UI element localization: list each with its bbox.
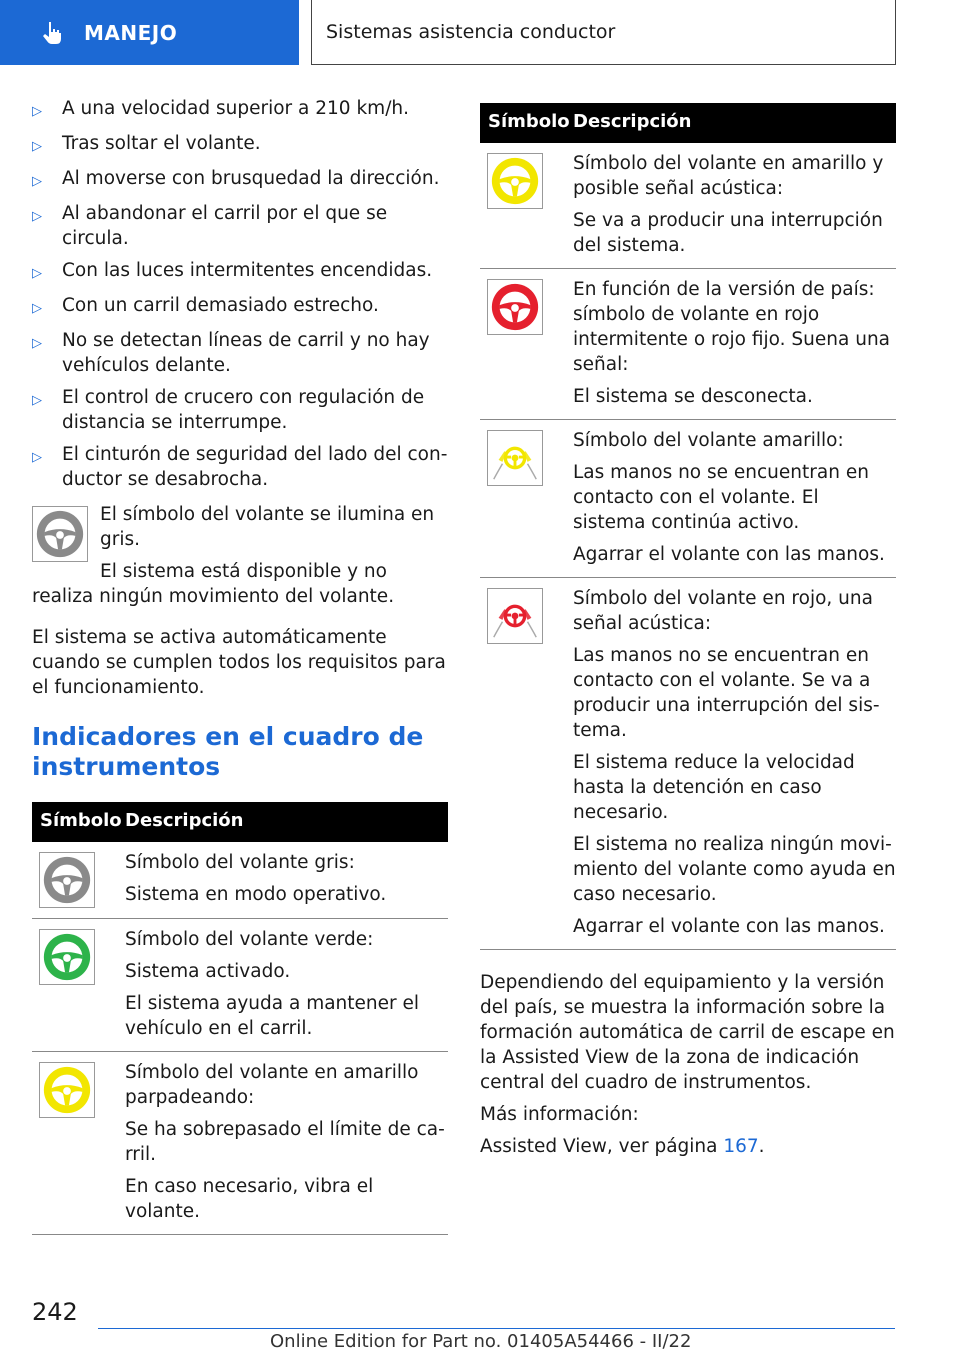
header-symbol: Símbolo — [488, 111, 570, 132]
description-cell — [573, 428, 896, 567]
triangle-bullet-icon: ▷ — [32, 139, 42, 154]
description-line: Las manos no se encuentran en contacto con el volante. Se va a producir una interrupción del sistema. — [573, 645, 880, 741]
bullet-item — [32, 166, 448, 194]
description-line: Se va a producir una interrupción del sistema. — [573, 210, 883, 256]
bullet-text: Con un carril demasiado estrecho. — [62, 295, 379, 316]
table-row — [32, 919, 448, 1052]
description-line: Se ha sobrepasado el límite de carril. — [125, 1119, 445, 1165]
additional-info — [480, 970, 896, 1159]
table-row — [480, 578, 896, 950]
description-line: En caso necesario, vibra el volante. — [125, 1176, 374, 1222]
symbol-cell — [480, 151, 573, 258]
page-number: 242 — [32, 1298, 78, 1326]
bullet-list — [32, 96, 448, 492]
triangle-bullet-icon: ▷ — [32, 450, 42, 465]
steering-wheel-icon — [487, 588, 543, 644]
description-line: Símbolo del volante en amarillo parpadeando: — [125, 1062, 419, 1108]
table-header — [32, 802, 448, 842]
bullet-item — [32, 258, 448, 286]
header-symbol: Símbolo — [40, 810, 122, 831]
symbol-cell — [480, 586, 573, 939]
table-row — [480, 143, 896, 269]
description-cell — [125, 1060, 448, 1224]
description-cell — [573, 277, 896, 409]
bullet-text: Al moverse con brusquedad la dirección. — [62, 168, 440, 189]
more-info-label: Más información: — [480, 1104, 639, 1125]
header-description: Descripción — [573, 111, 692, 132]
table-row — [32, 842, 448, 919]
bullet-text: El control de crucero con regulación de distancia se interrumpe. — [62, 387, 425, 433]
header-description: Descripción — [125, 810, 244, 831]
table-row — [480, 269, 896, 420]
description-line: Símbolo del volante verde: — [125, 929, 374, 950]
steering-wheel-icon — [487, 430, 543, 486]
bullet-item — [32, 96, 448, 124]
info-paragraph: Dependiendo del equipamiento y la versión del país, se muestra la información sobre la formación automática de carril de escape en la Assisted View de la zona de indicación central del cuadro de instrumentos. — [480, 972, 895, 1093]
left-column — [32, 96, 448, 1235]
bullet-text: Al abandonar el carril por el que se circula. — [62, 203, 388, 249]
reference-text: Assisted View, ver página — [480, 1136, 724, 1157]
triangle-bullet-icon: ▷ — [32, 266, 42, 281]
section-heading: Indicadores en el cuadro de instrumentos — [32, 722, 424, 781]
activation-paragraph: El sistema se activa automáticamente cuando se cumplen todos los requisitos para el funcionamiento. — [32, 627, 446, 698]
description-line: Símbolo del volante gris: — [125, 852, 355, 873]
steering-wheel-icon — [39, 929, 95, 985]
symbol-note-line2: El sistema está disponible y no realiza ningún movimiento del volante. — [32, 561, 395, 607]
right-column — [480, 103, 896, 1166]
triangle-bullet-icon: ▷ — [32, 336, 42, 351]
description-line: Agarrar el volante con las manos. — [573, 544, 885, 565]
bullet-text: A una velocidad superior a 210 km/h. — [62, 98, 410, 119]
description-line: Símbolo del volante en rojo, una señal acústica: — [573, 588, 873, 634]
triangle-bullet-icon: ▷ — [32, 104, 42, 119]
steering-wheel-gray-icon — [32, 506, 88, 562]
description-line: Símbolo del volante amarillo: — [573, 430, 844, 451]
triangle-bullet-icon: ▷ — [32, 174, 42, 189]
footer-edition: Online Edition for Part no. 01405A54466 - II/22 — [270, 1331, 692, 1352]
bullet-item — [32, 442, 448, 492]
page-link[interactable]: 167 — [723, 1136, 759, 1157]
table-row — [32, 1052, 448, 1235]
bullet-text: No se detectan líneas de carril y no hay vehículos delante. — [62, 330, 430, 376]
description-cell — [125, 927, 448, 1041]
symbol-cell — [32, 1060, 125, 1224]
steering-hand-icon — [40, 20, 66, 46]
description-line: El sistema se desconecta. — [573, 386, 813, 407]
table-row — [480, 420, 896, 578]
section-label: MANEJO — [84, 20, 178, 45]
steering-wheel-icon — [39, 852, 95, 908]
section-tab — [0, 0, 299, 65]
description-line: Símbolo del volante en amarillo y posible señal acústica: — [573, 153, 884, 199]
steering-wheel-icon — [39, 1062, 95, 1118]
symbol-note — [32, 502, 448, 609]
symbol-cell — [32, 850, 125, 908]
table-header — [480, 103, 896, 143]
steering-wheel-icon — [487, 279, 543, 335]
bullet-text: Con las luces intermitentes encendidas. — [62, 260, 433, 281]
symbol-cell — [480, 428, 573, 567]
description-line: El sistema ayuda a mantener el vehículo en el carril. — [125, 993, 420, 1039]
indicator-table-right — [480, 103, 896, 950]
triangle-bullet-icon: ▷ — [32, 209, 42, 224]
footer-divider — [98, 1328, 895, 1329]
bullet-item — [32, 201, 448, 251]
steering-wheel-icon — [487, 153, 543, 209]
description-cell — [573, 586, 896, 939]
page-title: Sistemas asistencia conductor — [311, 0, 896, 65]
bullet-item — [32, 385, 448, 435]
bullet-text: Tras soltar el volante. — [62, 133, 261, 154]
description-line: Sistema activado. — [125, 961, 291, 982]
description-line: Agarrar el volante con las manos. — [573, 916, 885, 937]
bullet-item — [32, 328, 448, 378]
symbol-note-line1: El símbolo del volante se ilumina en gris. — [100, 504, 435, 550]
reference-line — [480, 1134, 896, 1159]
bullet-item — [32, 131, 448, 159]
indicator-table-left — [32, 802, 448, 1235]
description-cell — [573, 151, 896, 258]
symbol-cell — [32, 927, 125, 1041]
description-line: En función de la versión de país: símbolo de volante en rojo intermitente o rojo fijo. Suena una señal: — [573, 279, 891, 375]
bullet-item — [32, 293, 448, 321]
description-line: Sistema en modo operativo. — [125, 884, 387, 905]
symbol-cell — [480, 277, 573, 409]
triangle-bullet-icon: ▷ — [32, 301, 42, 316]
bullet-text: El cinturón de seguridad del lado del conductor se desabrocha. — [62, 444, 448, 490]
description-cell — [125, 850, 386, 908]
description-line: El sistema no realiza ningún movimiento del volante como ayuda en caso necesario. — [573, 834, 896, 905]
description-line: Las manos no se encuentran en contacto con el volante. El sistema continúa activo. — [573, 462, 869, 533]
reference-suffix: . — [758, 1136, 765, 1157]
description-line: El sistema reduce la velocidad hasta la detención en caso necesario. — [573, 752, 855, 823]
triangle-bullet-icon: ▷ — [32, 393, 42, 408]
